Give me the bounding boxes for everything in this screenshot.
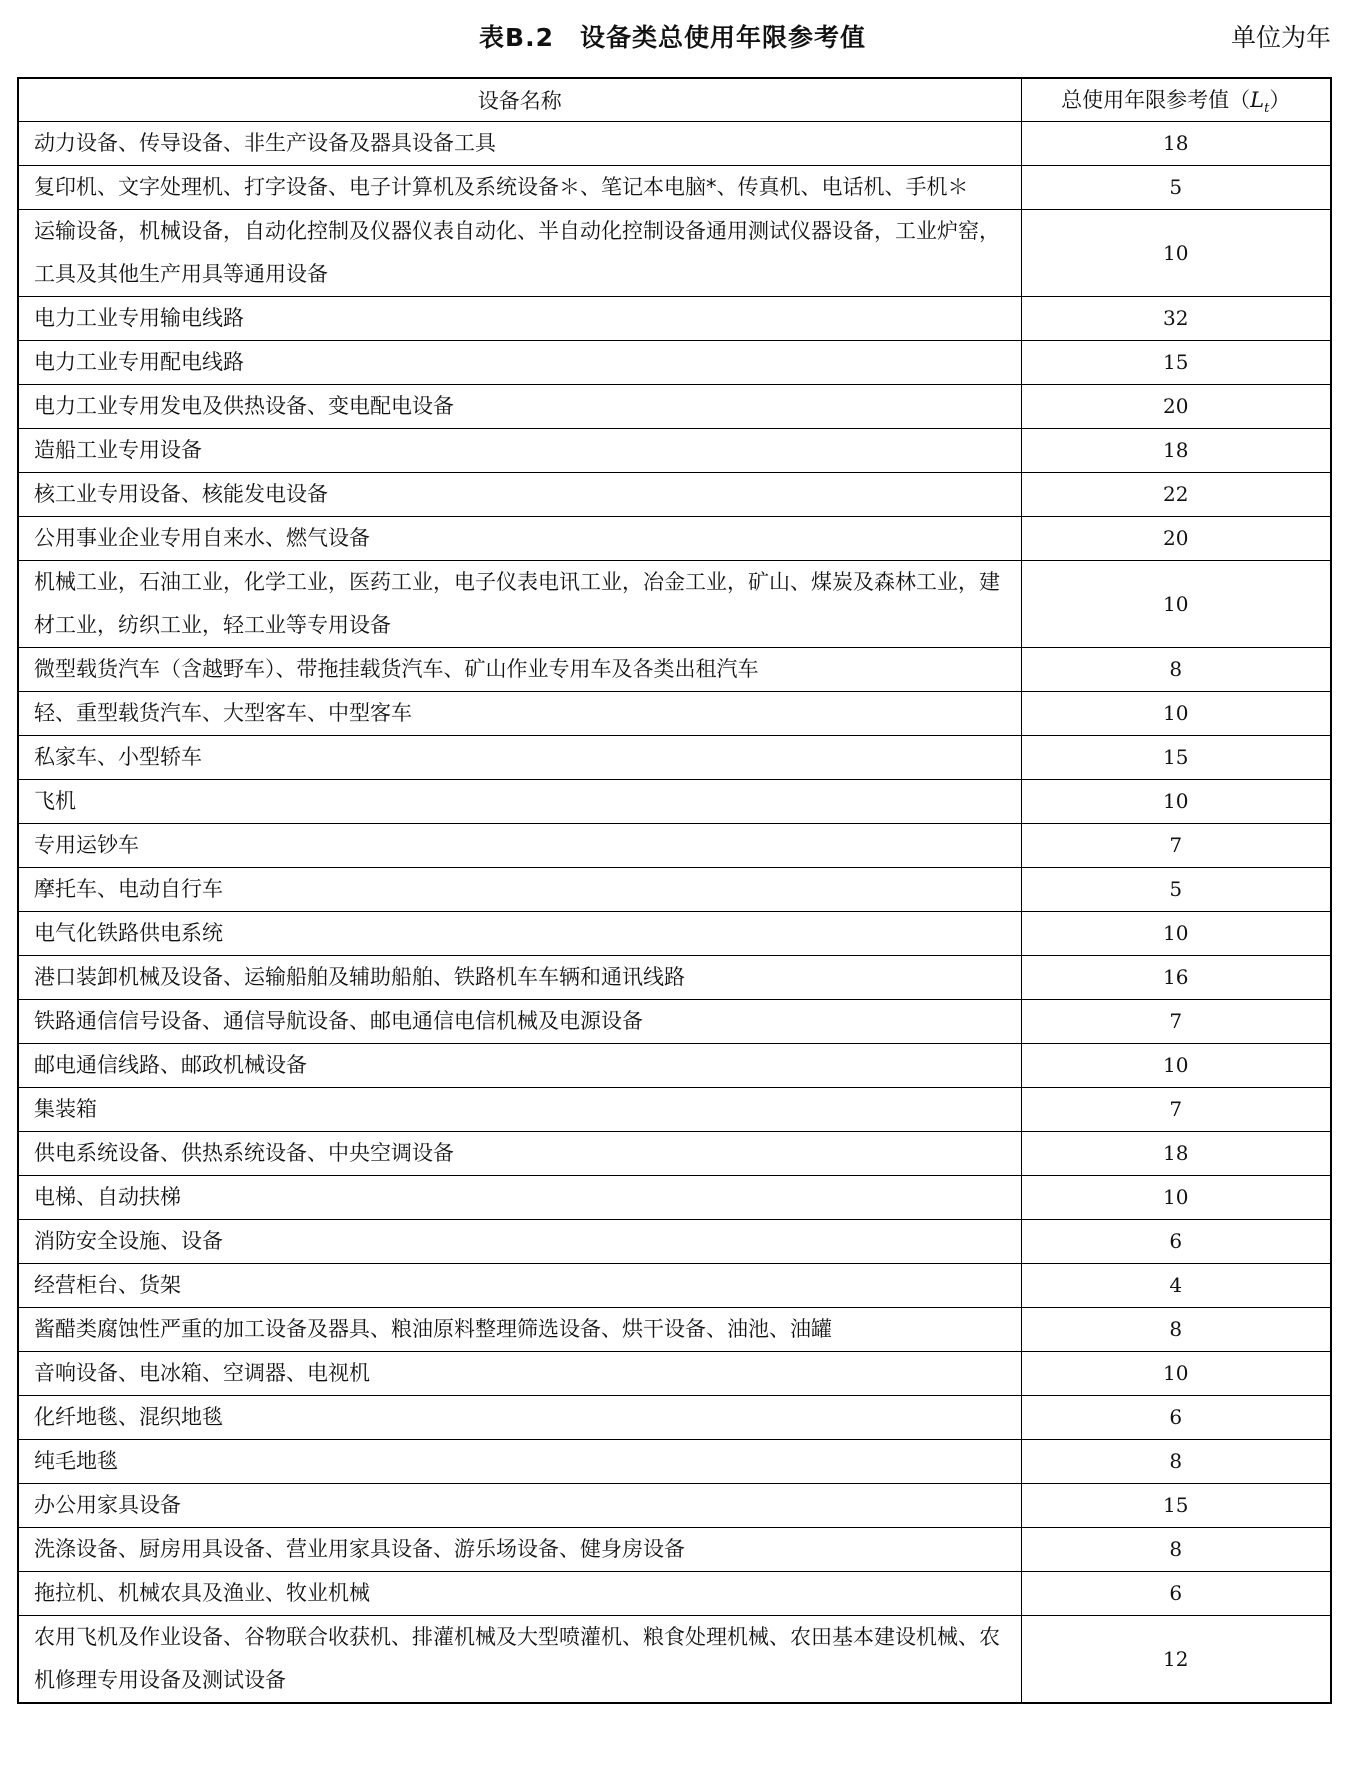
table-row bbox=[18, 912, 1331, 956]
lifespan-value-cell: 10 bbox=[1021, 780, 1331, 824]
equipment-name-cell: 公用事业企业专用自来水、燃气设备 bbox=[18, 517, 1021, 561]
column-header-value bbox=[1021, 78, 1331, 122]
lifespan-value-cell: 10 bbox=[1021, 912, 1331, 956]
table-row bbox=[18, 517, 1331, 561]
table-title: 表B.2 设备类总使用年限参考值 bbox=[479, 23, 866, 52]
table-row bbox=[18, 1396, 1331, 1440]
equipment-name-cell: 复印机、文字处理机、打字设备、电子计算机及系统设备＊、笔记本电脑*、传真机、电话机、手机＊ bbox=[18, 166, 1021, 210]
table-row bbox=[18, 736, 1331, 780]
equipment-name-cell: 电梯、自动扶梯 bbox=[18, 1176, 1021, 1220]
table-row bbox=[18, 1088, 1331, 1132]
column-header-value-subscript: t bbox=[1264, 101, 1270, 117]
table-row bbox=[18, 210, 1331, 297]
lifespan-value-cell: 6 bbox=[1021, 1572, 1331, 1616]
equipment-name-cell: 造船工业专用设备 bbox=[18, 429, 1021, 473]
lifespan-value-cell: 15 bbox=[1021, 1484, 1331, 1528]
lifespan-value-cell: 10 bbox=[1021, 692, 1331, 736]
table-row bbox=[18, 385, 1331, 429]
lifespan-value-cell: 20 bbox=[1021, 385, 1331, 429]
equipment-name-cell: 化纤地毯、混织地毯 bbox=[18, 1396, 1021, 1440]
equipment-name-cell: 洗涤设备、厨房用具设备、营业用家具设备、游乐场设备、健身房设备 bbox=[18, 1528, 1021, 1572]
table-row bbox=[18, 1528, 1331, 1572]
equipment-name-cell: 电力工业专用输电线路 bbox=[18, 297, 1021, 341]
lifespan-value-cell: 15 bbox=[1021, 736, 1331, 780]
lifespan-value-cell: 20 bbox=[1021, 517, 1331, 561]
table-row bbox=[18, 1484, 1331, 1528]
equipment-name-cell: 电气化铁路供电系统 bbox=[18, 912, 1021, 956]
lifespan-value-cell: 8 bbox=[1021, 1528, 1331, 1572]
table-row bbox=[18, 1308, 1331, 1352]
table-row bbox=[18, 1000, 1331, 1044]
equipment-name-cell: 核工业专用设备、核能发电设备 bbox=[18, 473, 1021, 517]
table-row bbox=[18, 1440, 1331, 1484]
table-row bbox=[18, 473, 1331, 517]
lifespan-value-cell: 5 bbox=[1021, 166, 1331, 210]
unit-note: 单位为年 bbox=[1230, 23, 1331, 52]
equipment-name-cell: 电力工业专用发电及供热设备、变电配电设备 bbox=[18, 385, 1021, 429]
lifespan-value-cell: 10 bbox=[1021, 1352, 1331, 1396]
lifespan-value-cell: 10 bbox=[1021, 210, 1331, 297]
lifespan-value-cell: 10 bbox=[1021, 1176, 1331, 1220]
table-row bbox=[18, 297, 1331, 341]
table-row bbox=[18, 956, 1331, 1000]
equipment-name-cell: 拖拉机、机械农具及渔业、牧业机械 bbox=[18, 1572, 1021, 1616]
table-row bbox=[18, 166, 1331, 210]
equipment-name-cell: 农用飞机及作业设备、谷物联合收获机、排灌机械及大型喷灌机、粮食处理机械、农田基本建设机械、农机修理专用设备及测试设备 bbox=[18, 1616, 1021, 1704]
equipment-name-cell: 电力工业专用配电线路 bbox=[18, 341, 1021, 385]
table-row bbox=[18, 780, 1331, 824]
table-row bbox=[18, 341, 1331, 385]
lifespan-value-cell: 8 bbox=[1021, 1308, 1331, 1352]
equipment-name-cell: 私家车、小型轿车 bbox=[18, 736, 1021, 780]
lifespan-value-cell: 6 bbox=[1021, 1220, 1331, 1264]
lifespan-value-cell: 8 bbox=[1021, 648, 1331, 692]
column-header-name: 设备名称 bbox=[18, 78, 1021, 122]
lifespan-value-cell: 18 bbox=[1021, 1132, 1331, 1176]
lifespan-value-cell: 10 bbox=[1021, 561, 1331, 648]
equipment-name-cell: 经营柜台、货架 bbox=[18, 1264, 1021, 1308]
table-row bbox=[18, 1616, 1331, 1704]
equipment-name-cell: 港口装卸机械及设备、运输船舶及辅助船舶、铁路机车车辆和通讯线路 bbox=[18, 956, 1021, 1000]
lifespan-value-cell: 6 bbox=[1021, 1396, 1331, 1440]
table-row bbox=[18, 429, 1331, 473]
equipment-name-cell: 邮电通信线路、邮政机械设备 bbox=[18, 1044, 1021, 1088]
table-row bbox=[18, 1264, 1331, 1308]
lifespan-value-cell: 32 bbox=[1021, 297, 1331, 341]
lifespan-value-cell: 7 bbox=[1021, 824, 1331, 868]
table-row bbox=[18, 692, 1331, 736]
lifespan-value-cell: 18 bbox=[1021, 429, 1331, 473]
lifespan-value-cell: 18 bbox=[1021, 122, 1331, 166]
table-row bbox=[18, 1044, 1331, 1088]
column-header-value-prefix: 总使用年限参考值（ bbox=[1061, 87, 1251, 112]
equipment-name-cell: 机械工业，石油工业，化学工业，医药工业，电子仪表电讯工业，冶金工业，矿山、煤炭及森林工业，建材工业，纺织工业，轻工业等专用设备 bbox=[18, 561, 1021, 648]
lifespan-value-cell: 15 bbox=[1021, 341, 1331, 385]
equipment-name-cell: 酱醋类腐蚀性严重的加工设备及器具、粮油原料整理筛选设备、烘干设备、油池、油罐 bbox=[18, 1308, 1021, 1352]
equipment-name-cell: 供电系统设备、供热系统设备、中央空调设备 bbox=[18, 1132, 1021, 1176]
equipment-name-cell: 消防安全设施、设备 bbox=[18, 1220, 1021, 1264]
column-header-value-suffix: ） bbox=[1269, 87, 1291, 112]
table-row bbox=[18, 648, 1331, 692]
equipment-name-cell: 摩托车、电动自行车 bbox=[18, 868, 1021, 912]
equipment-name-cell: 纯毛地毯 bbox=[18, 1440, 1021, 1484]
equipment-name-cell: 运输设备，机械设备，自动化控制及仪器仪表自动化、半自动化控制设备通用测试仪器设备，工业炉窑，工具及其他生产用具等通用设备 bbox=[18, 210, 1021, 297]
lifespan-value-cell: 8 bbox=[1021, 1440, 1331, 1484]
equipment-name-cell: 专用运钞车 bbox=[18, 824, 1021, 868]
lifespan-value-cell: 22 bbox=[1021, 473, 1331, 517]
lifespan-value-cell: 12 bbox=[1021, 1616, 1331, 1704]
equipment-name-cell: 办公用家具设备 bbox=[18, 1484, 1021, 1528]
equipment-lifespan-table bbox=[17, 77, 1332, 1704]
equipment-name-cell: 微型载货汽车（含越野车）、带拖挂载货汽车、矿山作业专用车及各类出租汽车 bbox=[18, 648, 1021, 692]
equipment-name-cell: 音响设备、电冰箱、空调器、电视机 bbox=[18, 1352, 1021, 1396]
lifespan-value-cell: 7 bbox=[1021, 1088, 1331, 1132]
table-row bbox=[18, 1176, 1331, 1220]
table-row bbox=[18, 1572, 1331, 1616]
equipment-name-cell: 动力设备、传导设备、非生产设备及器具设备工具 bbox=[18, 122, 1021, 166]
equipment-name-cell: 轻、重型载货汽车、大型客车、中型客车 bbox=[18, 692, 1021, 736]
table-row bbox=[18, 561, 1331, 648]
lifespan-value-cell: 16 bbox=[1021, 956, 1331, 1000]
table-row bbox=[18, 1352, 1331, 1396]
table-row bbox=[18, 1220, 1331, 1264]
lifespan-value-cell: 10 bbox=[1021, 1044, 1331, 1088]
table-row bbox=[18, 122, 1331, 166]
equipment-name-cell: 飞机 bbox=[18, 780, 1021, 824]
lifespan-value-cell: 7 bbox=[1021, 1000, 1331, 1044]
lifespan-value-cell: 5 bbox=[1021, 868, 1331, 912]
table-caption bbox=[0, 8, 1345, 58]
table-row bbox=[18, 824, 1331, 868]
column-header-value-variable: L bbox=[1250, 87, 1265, 112]
table-row bbox=[18, 868, 1331, 912]
table-row bbox=[18, 1132, 1331, 1176]
lifespan-value-cell: 4 bbox=[1021, 1264, 1331, 1308]
equipment-name-cell: 集装箱 bbox=[18, 1088, 1021, 1132]
equipment-name-cell: 铁路通信信号设备、通信导航设备、邮电通信电信机械及电源设备 bbox=[18, 1000, 1021, 1044]
table-header-row bbox=[18, 78, 1331, 122]
